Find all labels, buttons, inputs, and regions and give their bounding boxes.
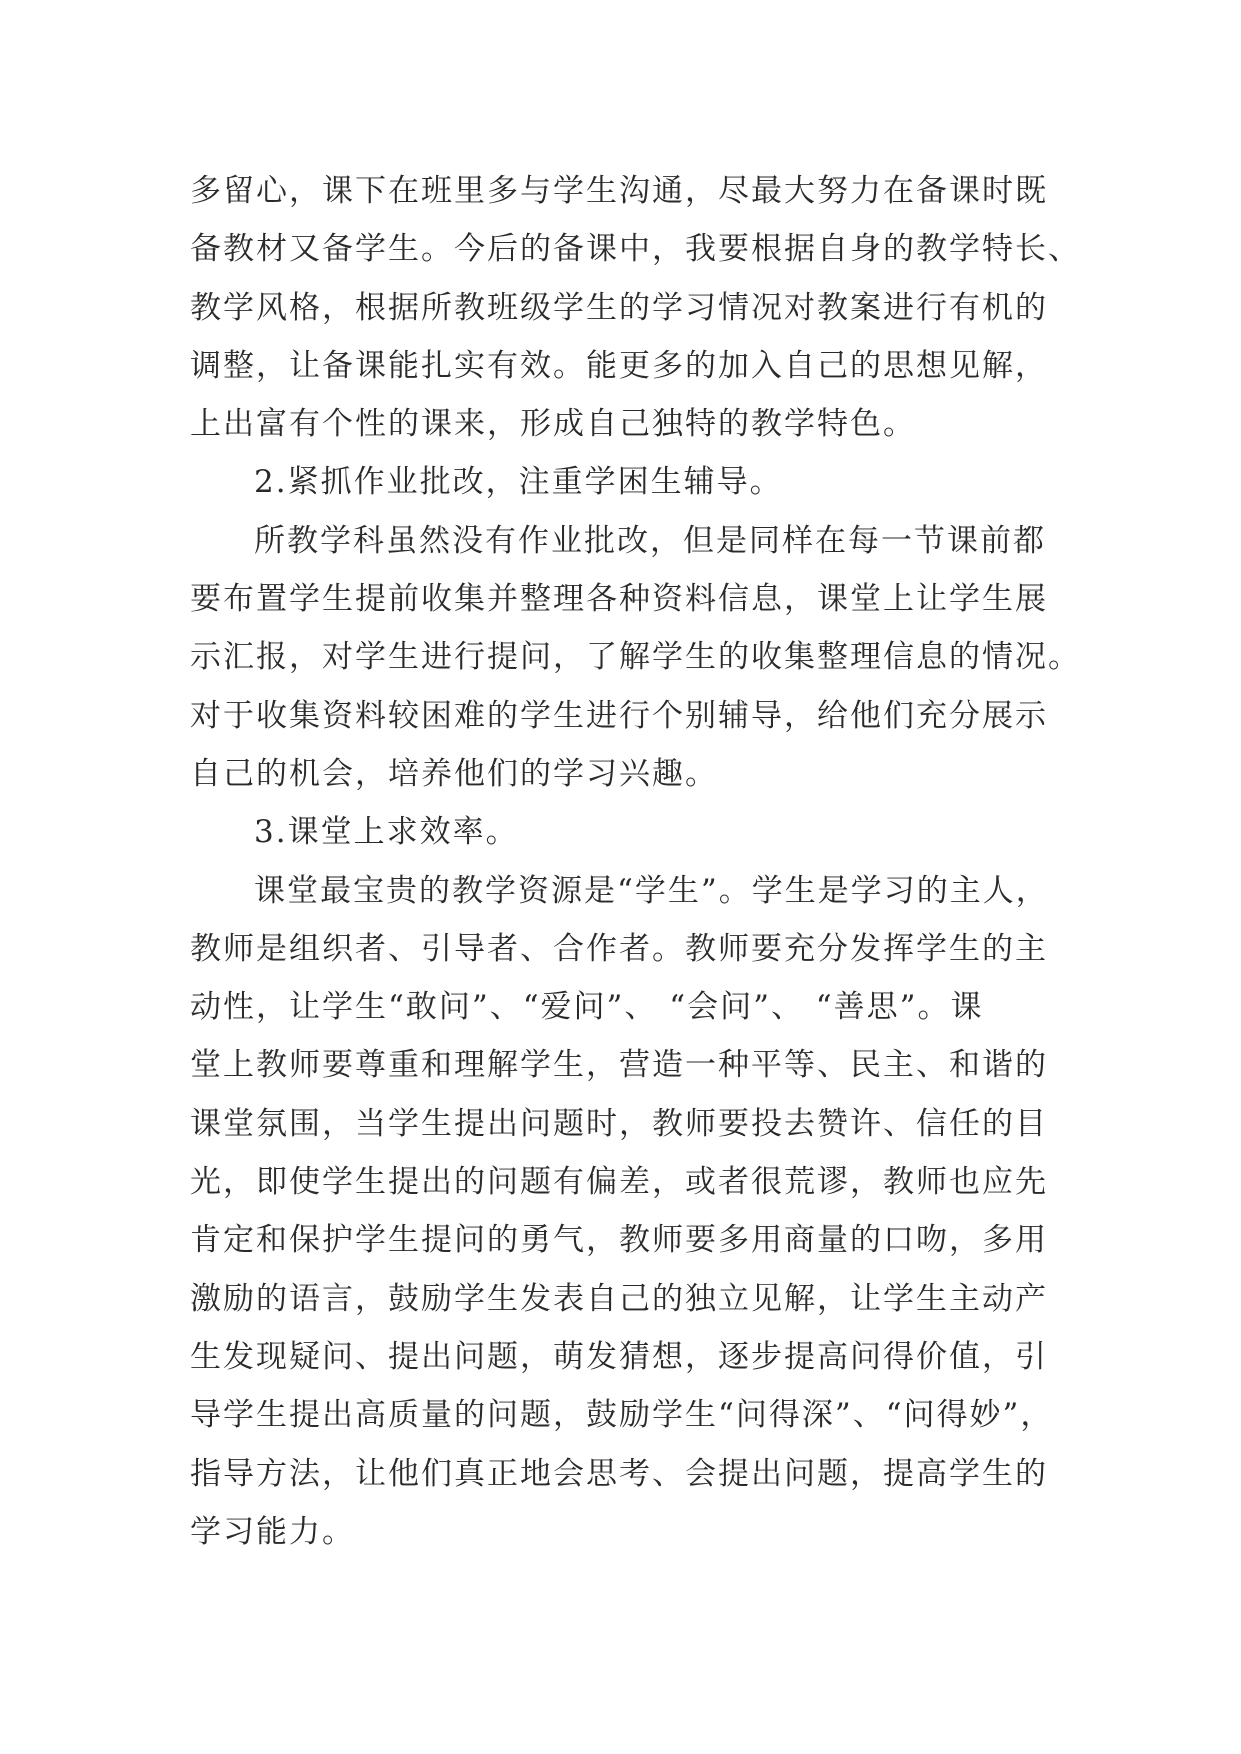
text-line: 调整，让备课能扎实有效。能更多的加入自己的思想见解， — [190, 347, 1048, 384]
text-line: 教学风格，根据所教班级学生的学习情况对教案进行有机的 — [190, 289, 1048, 326]
text-line: 多留心，课下在班里多与学生沟通，尽最大努力在备课时既 — [190, 173, 1048, 209]
text-line: 指导方法，让他们真正地会思考、会提出问题，提高学生的 — [190, 1455, 1048, 1492]
text-line: 示汇报，对学生进行提问，了解学生的收集整理信息的情况。 — [190, 639, 1081, 676]
text-line: 学习能力。 — [190, 1513, 355, 1550]
text-line: 对于收集资料较困难的学生进行个别辅导，给他们充分展示 — [190, 697, 1048, 734]
text-line: 激励的语言，鼓励学生发表自己的独立见解，让学生主动产 — [190, 1280, 1048, 1317]
text-line: 动性，让学生“敢问”、“爱问”、 “会问”、 “善思”。课 — [190, 989, 984, 1026]
paragraph-first-line: 课堂最宝贵的教学资源是“学生”。学生是学习的主人， — [254, 872, 1049, 909]
document-body — [190, 162, 1081, 1561]
text-line: 要布置学生提前收集并整理各种资料信息，课堂上让学生展 — [190, 581, 1048, 618]
text-line: 自己的机会，培养他们的学习兴趣。 — [190, 755, 718, 792]
text-line: 肯定和保护学生提问的勇气，教师要多用商量的口吻，多用 — [190, 1222, 1048, 1259]
text-line: 光，即使学生提出的问题有偏差，或者很荒谬，教师也应先 — [190, 1164, 1048, 1201]
section-heading: 2.紧抓作业批改，注重学困生辅导。 — [254, 464, 783, 501]
text-line: 导学生提出高质量的问题，鼓励学生“问得深”、“问得妙”， — [190, 1397, 1054, 1434]
text-line: 课堂氛围，当学生提出问题时，教师要投去赞许、信任的目 — [190, 1105, 1048, 1142]
paragraph-first-line: 所教学科虽然没有作业批改，但是同样在每一节课前都 — [254, 522, 1046, 559]
text-line: 教师是组织者、引导者、合作者。教师要充分发挥学生的主 — [190, 930, 1048, 967]
text-line: 堂上教师要尊重和理解学生，营造一种平等、民主、和谐的 — [190, 1047, 1048, 1084]
text-line: 上出富有个性的课来，形成自己独特的教学特色。 — [190, 406, 916, 443]
text-line: 备教材又备学生。今后的备课中，我要根据自身的教学特长、 — [190, 231, 1081, 268]
text-line: 生发现疑问、提出问题，萌发猜想，逐步提高问得价值，引 — [190, 1338, 1048, 1375]
section-heading: 3.课堂上求效率。 — [254, 814, 519, 851]
